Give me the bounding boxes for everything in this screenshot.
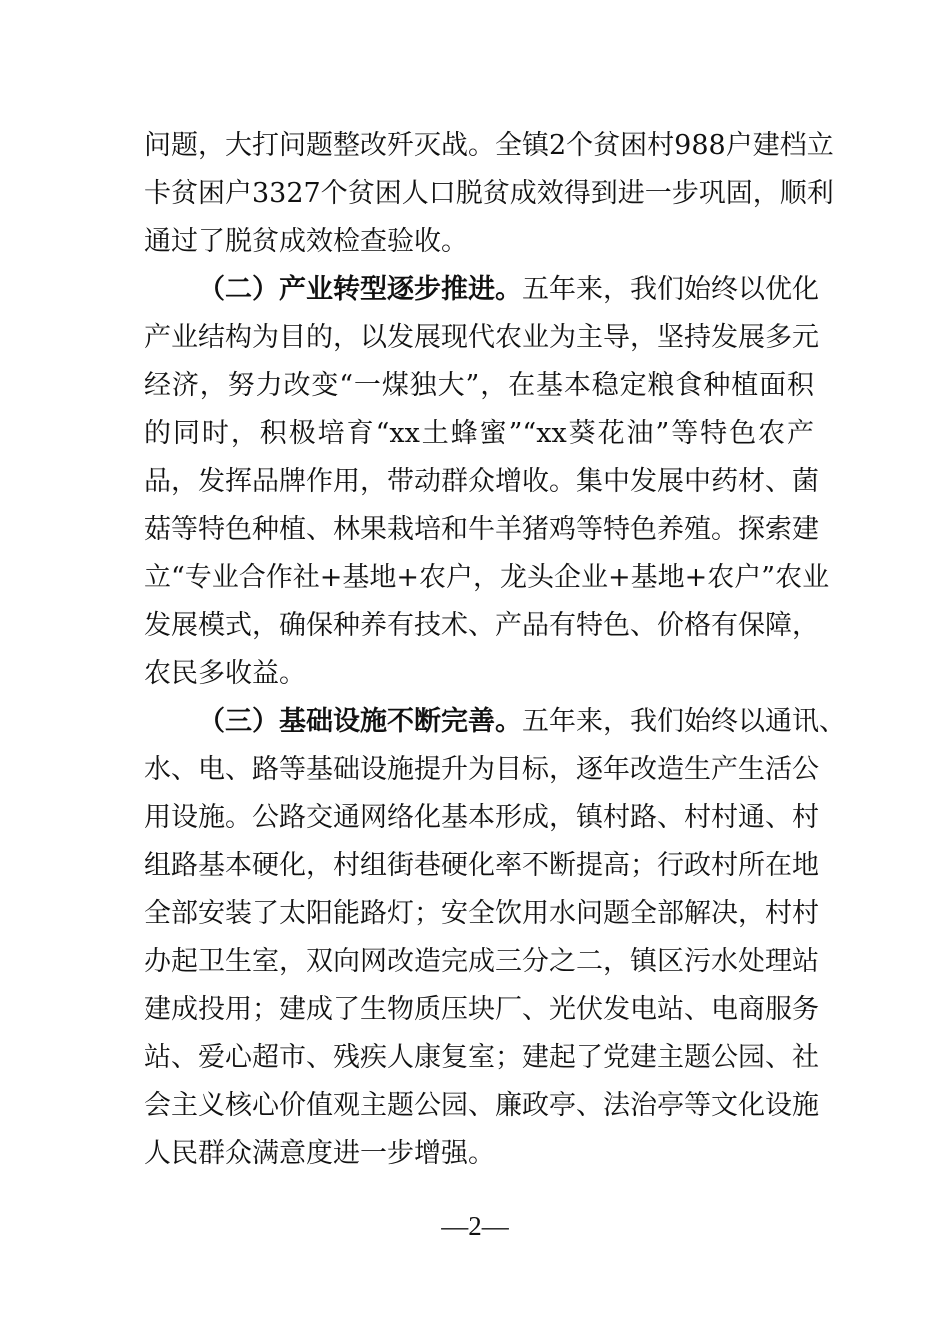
text-line: 的同时，积极培育“xx土蜂蜜”“xx葵花油”等特色农产	[144, 418, 814, 449]
text-line: 办起卫生室，双向网改造完成三分之二，镇区污水处理站	[144, 946, 819, 977]
text-line: 建成投用；建成了生物质压块厂、光伏发电站、电商服务	[144, 994, 819, 1025]
text-line: 产业结构为目的，以发展现代农业为主导，坚持发展多元	[144, 322, 819, 353]
text-line: 站、爱心超市、残疾人康复室；建起了党建主题公园、社	[144, 1042, 819, 1073]
text-line: 立“专业合作社+基地+农户，龙头企业+基地+农户”农业	[144, 562, 830, 593]
text-line: 全部安装了太阳能路灯；安全饮用水问题全部解决，村村	[144, 898, 819, 929]
text-line: 五年来，我们始终以通讯、	[522, 706, 846, 737]
text-line: 品，发挥品牌作用，带动群众增收。集中发展中药材、菌	[144, 466, 819, 497]
text-line: 问题，大打问题整改歼灭战。全镇2个贫困村988户建档立	[144, 130, 834, 161]
text-line: 通过了脱贫成效检查验收。	[144, 226, 468, 257]
body-text	[144, 122, 846, 1178]
text-line: 水、电、路等基础设施提升为目标，逐年改造生产生活公	[144, 754, 819, 785]
text-line: 用设施。公路交通网络化基本形成，镇村路、村村通、村	[144, 802, 819, 833]
text-line: 农民多收益。	[144, 658, 306, 689]
paragraph-infrastructure	[144, 698, 846, 1178]
paragraph-poverty-alleviation	[144, 122, 834, 266]
text-line: 人民群众满意度进一步增强。	[144, 1138, 495, 1169]
text-line: 经济，努力改变“一煤独大”，在基本稳定粮食种植面积	[144, 370, 814, 401]
text-line: 五年来，我们始终以优化	[522, 274, 819, 305]
text-line: 会主义核心价值观主题公园、廉政亭、法治亭等文化设施	[144, 1090, 819, 1121]
text-line: 组路基本硬化，村组街巷硬化率不断提高；行政村所在地	[144, 850, 819, 881]
text-line: 菇等特色种植、林果栽培和牛羊猪鸡等特色养殖。探索建	[144, 514, 819, 545]
page-number: —2—	[441, 1211, 509, 1241]
text-line: 发展模式，确保种养有技术、产品有特色、价格有保障，	[144, 610, 819, 641]
paragraph-first-line	[144, 266, 819, 314]
section-heading-3: （三）基础设施不断完善。	[198, 706, 522, 737]
section-heading-2: （二）产业转型逐步推进。	[198, 274, 522, 305]
paragraph-industry-transformation	[144, 266, 830, 698]
text-line: 卡贫困户3327个贫困人口脱贫成效得到进一步巩固，顺利	[144, 178, 834, 209]
paragraph-first-line	[144, 698, 846, 746]
